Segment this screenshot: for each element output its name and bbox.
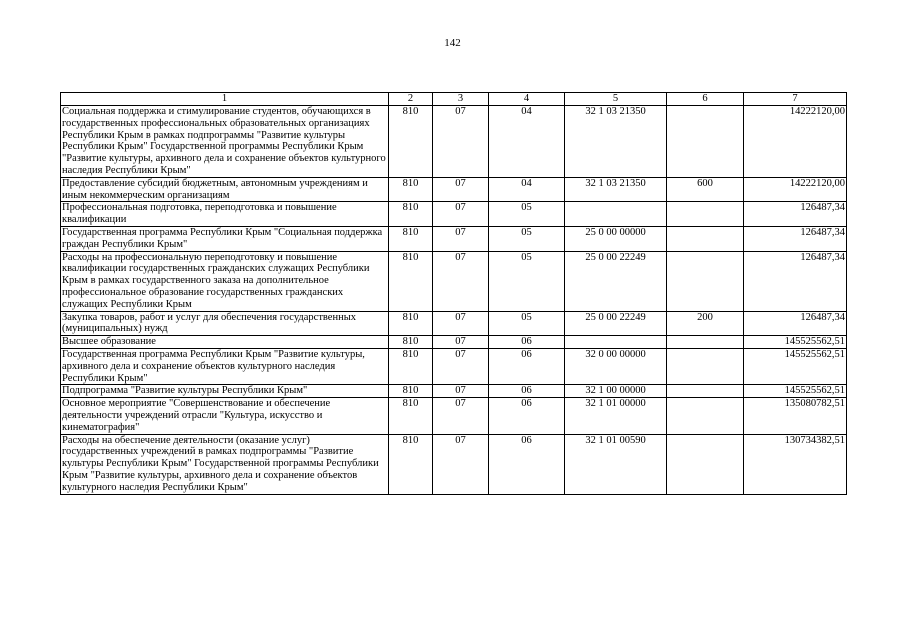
section-code: 07 [433, 385, 489, 398]
section-code: 07 [433, 398, 489, 434]
target-article-code [565, 202, 667, 227]
section-code: 07 [433, 106, 489, 178]
column-header: 4 [489, 93, 565, 106]
expense-type-code [667, 336, 744, 349]
ministry-code: 810 [389, 251, 433, 311]
expense-type-code: 200 [667, 311, 744, 336]
ministry-code: 810 [389, 202, 433, 227]
amount: 135080782,51 [744, 398, 847, 434]
row-description: Основное мероприятие "Совершенствование и обеспечение деятельности учреждений отрасли "Культура, искусство и кинематография" [61, 398, 389, 434]
expense-type-code [667, 251, 744, 311]
target-article-code: 32 1 01 00590 [565, 434, 667, 494]
target-article-code: 32 1 03 21350 [565, 106, 667, 178]
ministry-code: 810 [389, 336, 433, 349]
column-header: 1 [61, 93, 389, 106]
row-description: Расходы на профессиональную переподготовку и повышение квалификации государственных гражданских служащих Республики Крым в рамках государственного заказа на дополнительное профессиональное образование государственных гражданских служащих Республики Крым [61, 251, 389, 311]
expense-type-code [667, 348, 744, 384]
row-description: Высшее образование [61, 336, 389, 349]
table-row [61, 385, 847, 398]
expense-type-code [667, 385, 744, 398]
subsection-code: 06 [489, 348, 565, 384]
amount: 126487,34 [744, 226, 847, 251]
expense-type-code [667, 226, 744, 251]
amount: 126487,34 [744, 251, 847, 311]
section-code: 07 [433, 336, 489, 349]
expense-type-code: 600 [667, 177, 744, 202]
table-row [61, 336, 847, 349]
expense-type-code [667, 398, 744, 434]
amount: 126487,34 [744, 311, 847, 336]
row-description: Государственная программа Республики Крым "Развитие культуры, архивного дела и сохранение объектов культурного наследия Республики Крым" [61, 348, 389, 384]
target-article-code: 25 0 00 22249 [565, 251, 667, 311]
ministry-code: 810 [389, 434, 433, 494]
section-code: 07 [433, 311, 489, 336]
section-code: 07 [433, 202, 489, 227]
subsection-code: 05 [489, 251, 565, 311]
table-row [61, 226, 847, 251]
subsection-code: 05 [489, 226, 565, 251]
ministry-code: 810 [389, 398, 433, 434]
column-header: 2 [389, 93, 433, 106]
table-row [61, 311, 847, 336]
ministry-code: 810 [389, 177, 433, 202]
ministry-code: 810 [389, 226, 433, 251]
amount: 14222120,00 [744, 106, 847, 178]
target-article-code: 32 1 03 21350 [565, 177, 667, 202]
table-row [61, 398, 847, 434]
ministry-code: 810 [389, 348, 433, 384]
subsection-code: 04 [489, 177, 565, 202]
subsection-code: 05 [489, 202, 565, 227]
subsection-code: 06 [489, 336, 565, 349]
amount: 145525562,51 [744, 348, 847, 384]
expense-type-code [667, 202, 744, 227]
column-header: 7 [744, 93, 847, 106]
section-code: 07 [433, 348, 489, 384]
row-description: Расходы на обеспечение деятельности (оказание услуг) государственных учреждений в рамках подпрограммы "Развитие культуры Республики Крым" Государственной программы Республики Крым "Развитие культуры, архивного дела и сохранение объектов культурного наследия Республики Крым" [61, 434, 389, 494]
table-header-row [61, 93, 847, 106]
section-code: 07 [433, 434, 489, 494]
amount: 130734382,51 [744, 434, 847, 494]
table-row [61, 177, 847, 202]
section-code: 07 [433, 177, 489, 202]
target-article-code: 32 1 00 00000 [565, 385, 667, 398]
subsection-code: 06 [489, 434, 565, 494]
amount: 145525562,51 [744, 385, 847, 398]
row-description: Государственная программа Республики Крым "Социальная поддержка граждан Республики Крым" [61, 226, 389, 251]
row-description: Профессиональная подготовка, переподготовка и повышение квалификации [61, 202, 389, 227]
amount: 145525562,51 [744, 336, 847, 349]
subsection-code: 06 [489, 385, 565, 398]
amount: 14222120,00 [744, 177, 847, 202]
target-article-code [565, 336, 667, 349]
target-article-code: 32 0 00 00000 [565, 348, 667, 384]
table-row [61, 106, 847, 178]
budget-table [60, 92, 847, 495]
table-row [61, 434, 847, 494]
target-article-code: 25 0 00 22249 [565, 311, 667, 336]
ministry-code: 810 [389, 106, 433, 178]
page-number: 142 [444, 37, 461, 49]
subsection-code: 06 [489, 398, 565, 434]
column-header: 6 [667, 93, 744, 106]
target-article-code: 32 1 01 00000 [565, 398, 667, 434]
target-article-code: 25 0 00 00000 [565, 226, 667, 251]
table-row [61, 348, 847, 384]
row-description: Подпрограмма "Развитие культуры Республики Крым" [61, 385, 389, 398]
row-description: Предоставление субсидий бюджетным, автономным учреждениям и иным некоммерческим организациям [61, 177, 389, 202]
subsection-code: 05 [489, 311, 565, 336]
table-row [61, 202, 847, 227]
section-code: 07 [433, 251, 489, 311]
expense-type-code [667, 434, 744, 494]
ministry-code: 810 [389, 311, 433, 336]
subsection-code: 04 [489, 106, 565, 178]
section-code: 07 [433, 226, 489, 251]
row-description: Закупка товаров, работ и услуг для обеспечения государственных (муниципальных) нужд [61, 311, 389, 336]
expense-type-code [667, 106, 744, 178]
column-header: 5 [565, 93, 667, 106]
ministry-code: 810 [389, 385, 433, 398]
amount: 126487,34 [744, 202, 847, 227]
column-header: 3 [433, 93, 489, 106]
table-row [61, 251, 847, 311]
row-description: Социальная поддержка и стимулирование студентов, обучающихся в государственных профессиональных образовательных организациях Республики Крым в рамках подпрограммы "Развитие культуры Республики Крым" Государственной программы Республики Крым "Развитие культуры, архивного дела и сохранение объектов культурного наследия Республики Крым" [61, 106, 389, 178]
